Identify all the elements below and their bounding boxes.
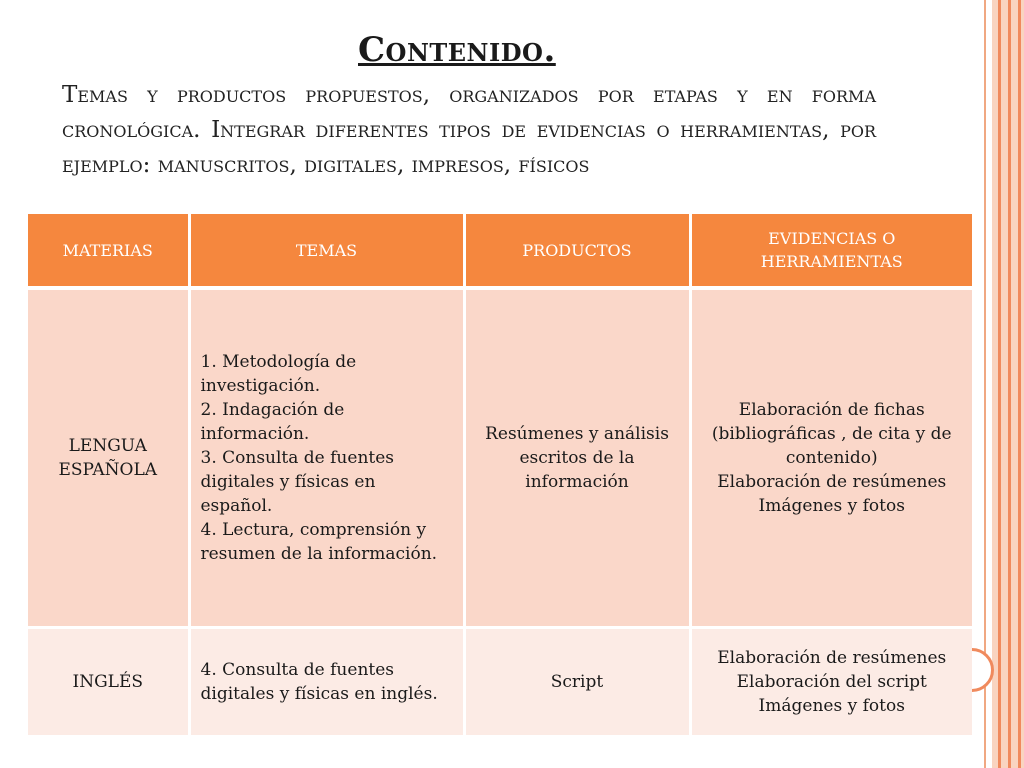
decorative-stripe (1008, 0, 1011, 768)
slide-subtitle: Temas y productos propuestos, organizados por etapas y en forma cronológica. Integrar diferentes tipos de evidencias o herramientas, por ejemplo: manuscritos, digitales, impresos, físicos (62, 82, 876, 178)
evidencia-item: Elaboración de resúmenes (717, 647, 947, 668)
temas-cell (189, 288, 464, 627)
tema-item: 3. Consulta de fuentes digitales y físicas en español. (200, 447, 395, 516)
materia-line: LENGUA (68, 435, 147, 456)
evidencia-item: Imágenes y fotos (758, 495, 905, 516)
evidencia-item: Elaboración del script (736, 671, 927, 692)
evidencias-cell (690, 627, 972, 737)
tema-item: 4. Lectura, comprensión y resumen de la información. (200, 519, 438, 564)
productos-cell: Resúmenes y análisis escritos de la información (464, 288, 690, 627)
tema-item: 2. Indagación de información. (200, 399, 345, 444)
temas-cell (189, 627, 464, 737)
evidencia-item: Elaboración de fichas (bibliográficas , de cita y de contenido) (711, 399, 952, 468)
header-temas: TEMAS (189, 214, 464, 288)
productos-cell: Script (464, 627, 690, 737)
tema-item: 4. Consulta de fuentes digitales y físicas en inglés. (200, 659, 438, 704)
evidencia-item: Imágenes y fotos (758, 695, 905, 716)
materia-cell (28, 627, 189, 737)
header-productos: PRODUCTOS (464, 214, 690, 288)
table-row (28, 627, 972, 737)
decorative-stripe (998, 0, 1001, 768)
tema-item: 1. Metodología de investigación. (200, 351, 357, 396)
materia-line: INGLÉS (72, 671, 143, 692)
table-header-row (28, 214, 972, 288)
materia-line: ESPAÑOLA (58, 459, 158, 480)
header-evidencias: EVIDENCIAS O HERRAMIENTAS (690, 214, 972, 288)
content-table (28, 214, 972, 738)
decorative-stripe (1018, 0, 1021, 768)
slide-title: Contenido. (358, 30, 556, 70)
evidencia-item: Elaboración de resúmenes (717, 471, 947, 492)
materia-cell (28, 288, 189, 627)
header-materias: MATERIAS (28, 214, 189, 288)
evidencias-cell (690, 288, 972, 627)
table-row (28, 288, 972, 627)
